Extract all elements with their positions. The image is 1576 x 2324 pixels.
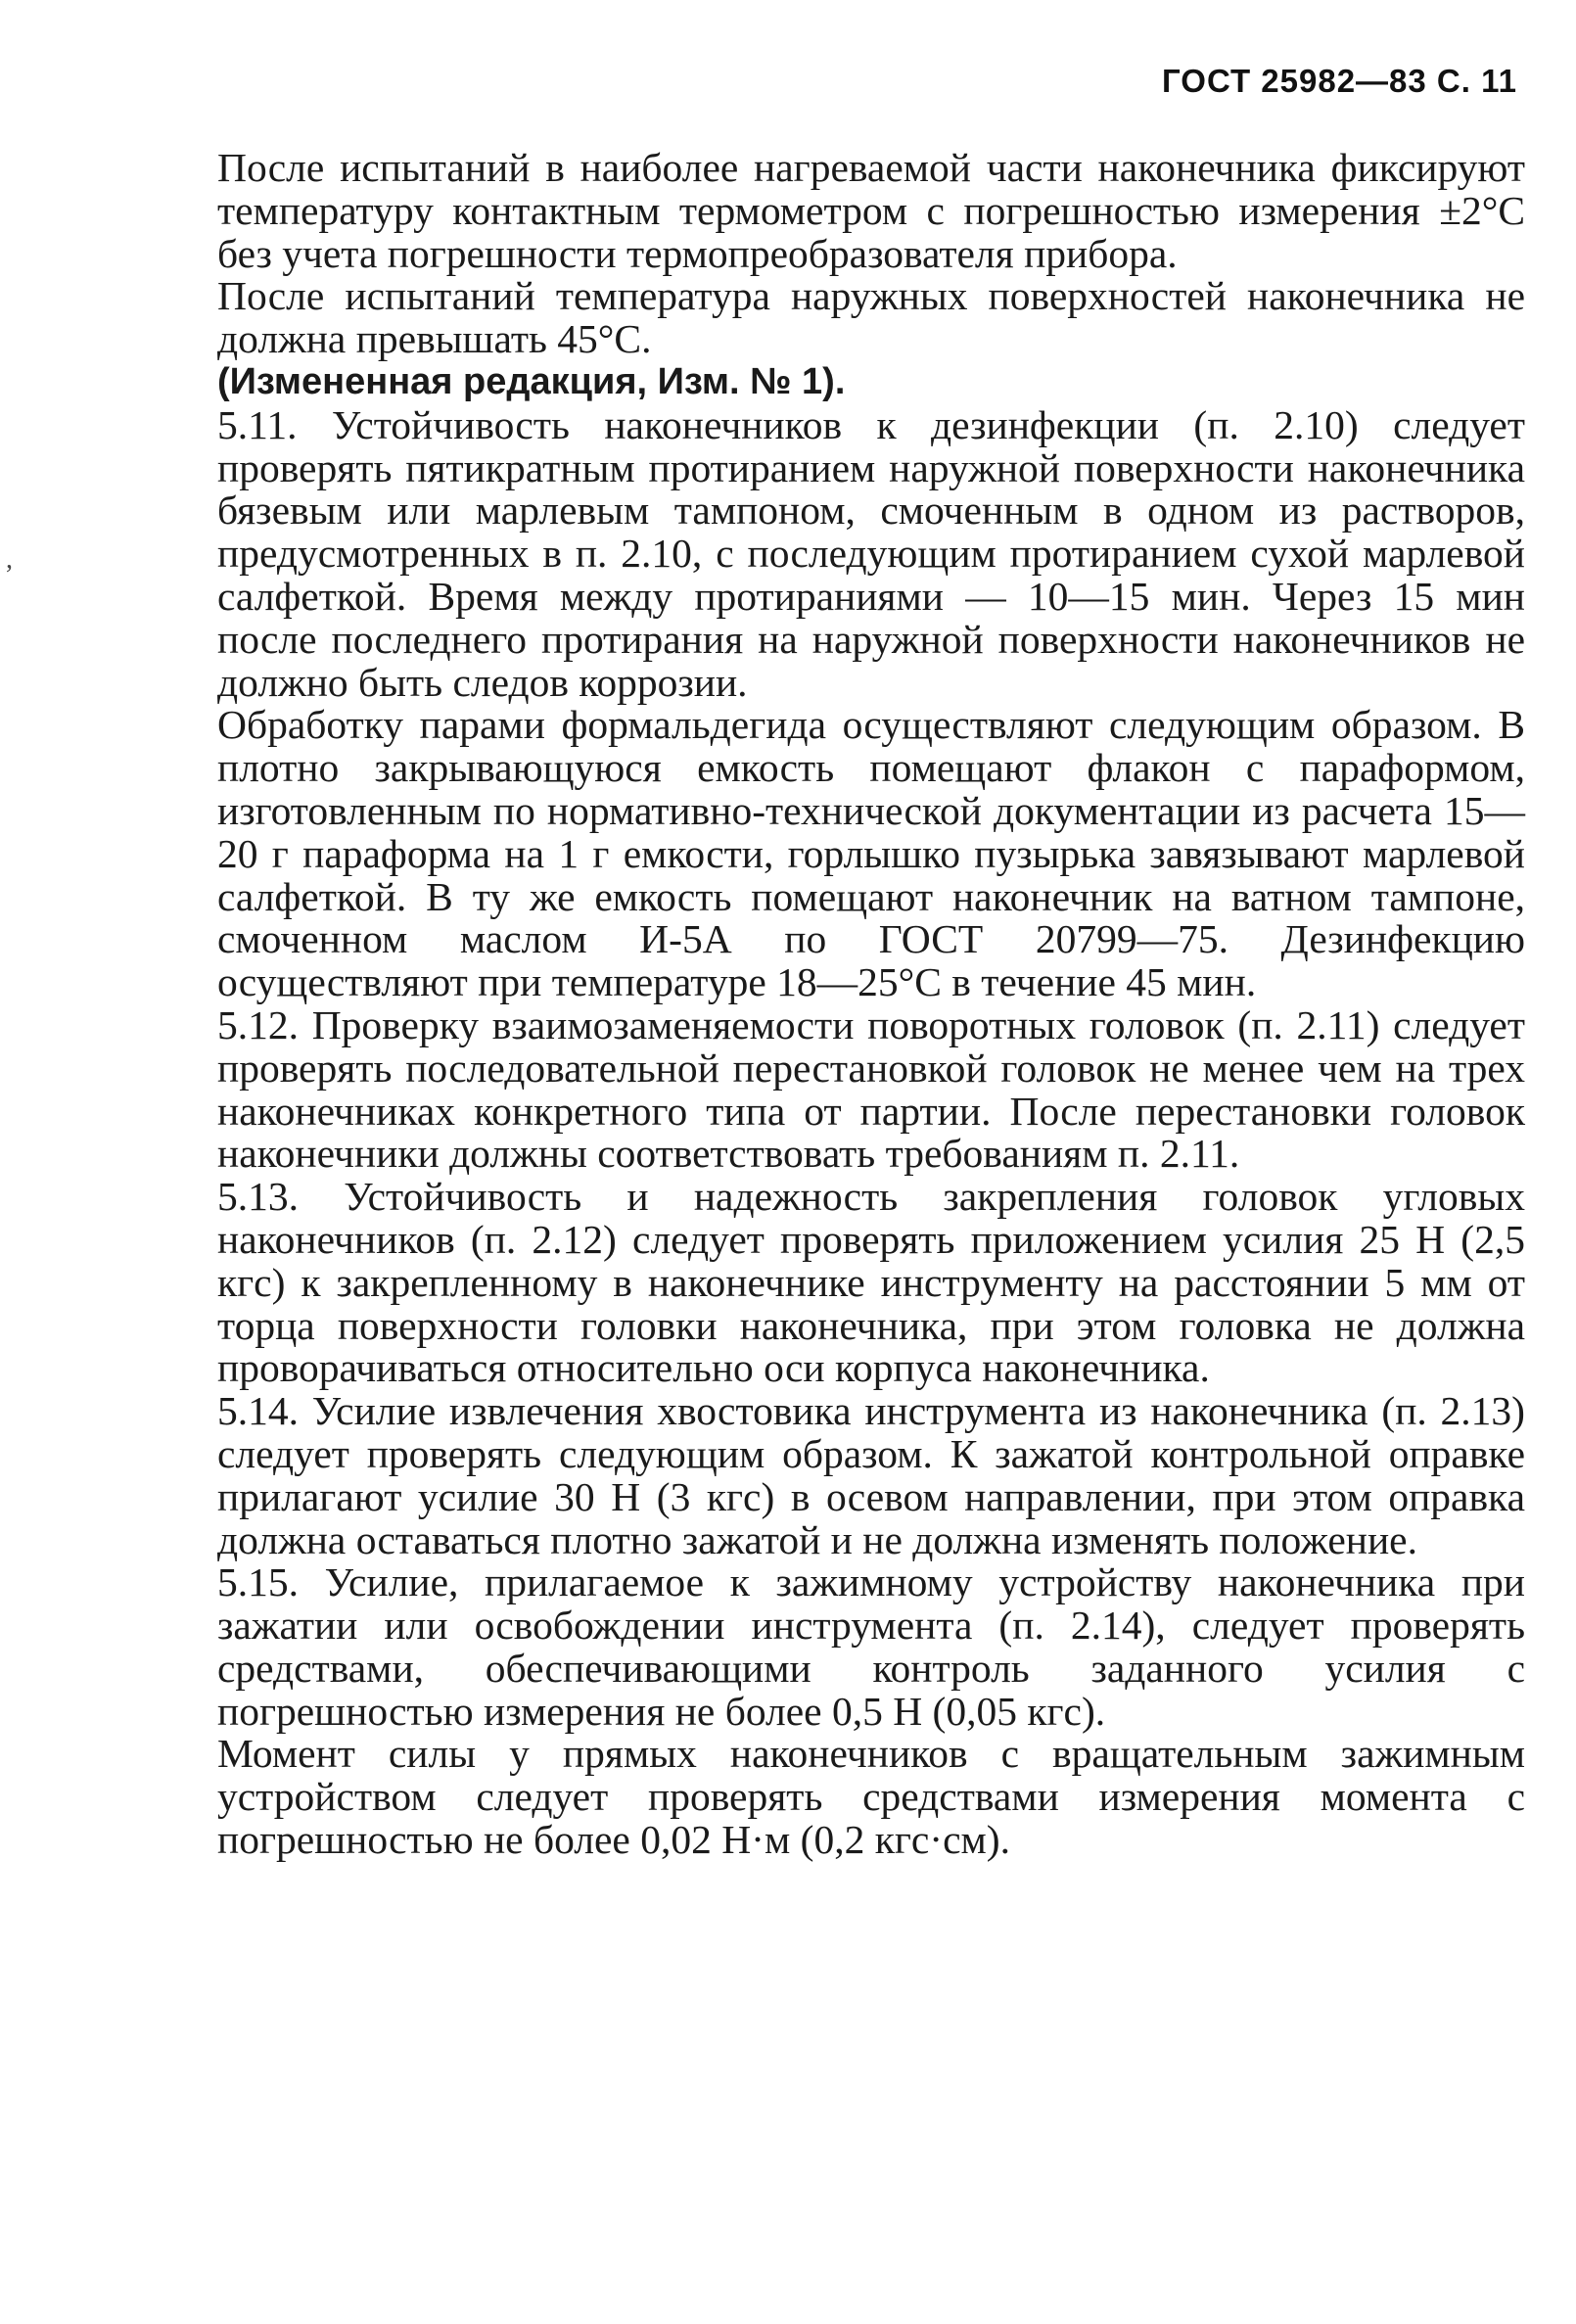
margin-mark: , [6, 544, 13, 575]
body-text [217, 147, 1525, 1862]
paragraph-temperature-measurement: После испытаний в наиболее нагреваемой части наконечника фиксируют температуру контактным термометром с погрешностью измерения ±2°С без учета погрешности термопреобразователя прибора. [217, 145, 1525, 276]
clause-5-12: 5.12. Проверку взаимозаменяемости поворотных головок (п. 2.11) следует проверять последовательной перестановкой головок не менее чем на трех наконечниках конкретного типа от партии. После перестановки головок наконечники должны соответствовать требованиям п. 2.11. [217, 1001, 1525, 1177]
clause-5-11: 5.11. Устойчивость наконечников к дезинфекции (п. 2.10) следует проверять пятикратным протиранием наружной поверхности наконечника бязевым или марлевым тампоном, смоченным в одном из растворов, предусмотренных в п. 2.10, с последующим протиранием сухой марлевой салфеткой. Время между протираниями — 10—15 мин. Через 15 мин после последнего протирания на наружной поверхности наконечников не должно быть следов коррозии. [217, 401, 1525, 705]
amendment-note: (Измененная редакция, Изм. № 1). [217, 360, 846, 402]
paragraph-torque-measurement: Момент силы у прямых наконечников с вращательным зажимным устройством следует проверять средствами измерения момента с погрешностью не более 0,02 Н·м (0,2 кгс·см). [217, 1731, 1525, 1863]
clause-5-14: 5.14. Усилие извлечения хвостовика инструмента из наконечника (п. 2.13) следует проверять следующим образом. К зажатой контрольной оправке прилагают усилие 30 Н (3 кгс) в осевом направлении, при этом оправка должна оставаться плотно зажатой и не должна изменять положение. [217, 1388, 1525, 1562]
running-header: ГОСТ 25982—83 С. 11 [1162, 63, 1517, 99]
paragraph-formaldehyde-treatment: Обработку парами формальдегида осуществляют следующим образом. В плотно закрывающуюся емкость помещают флакон с параформом, изготовленным по нормативно-технической документации из расчета 15—20 г параформа на 1 г емкости, горлышко пузырька завязывают марлевой салфеткой. В ту же емкость помещают наконечник на ватном тампоне, смоченном маслом И-5А по ГОСТ 20799—75. Дезинфекцию осуществляют при температуре 18—25°С в течение 45 мин. [217, 702, 1525, 1005]
clause-5-13: 5.13. Устойчивость и надежность закрепления головок угловых наконечников (п. 2.12) следует проверять приложением усилия 25 Н (2,5 кгс) к закрепленному в наконечнике инструменту на расстоянии 5 мм от торца поверхности головки наконечника, при этом головка не должна проворачиваться относительно оси корпуса наконечника. [217, 1174, 1525, 1391]
clause-5-15: 5.15. Усилие, прилагаемое к зажимному устройству наконечника при зажатии или освобождении инструмента (п. 2.14), следует проверять средствами, обеспечивающими контроль заданного усилия с погрешностью измерения не более 0,5 Н (0,05 кгс). [217, 1559, 1525, 1734]
paragraph-surface-temperature: После испытаний температура наружных поверхностей наконечника не должна превышать 45°С. [217, 273, 1525, 362]
